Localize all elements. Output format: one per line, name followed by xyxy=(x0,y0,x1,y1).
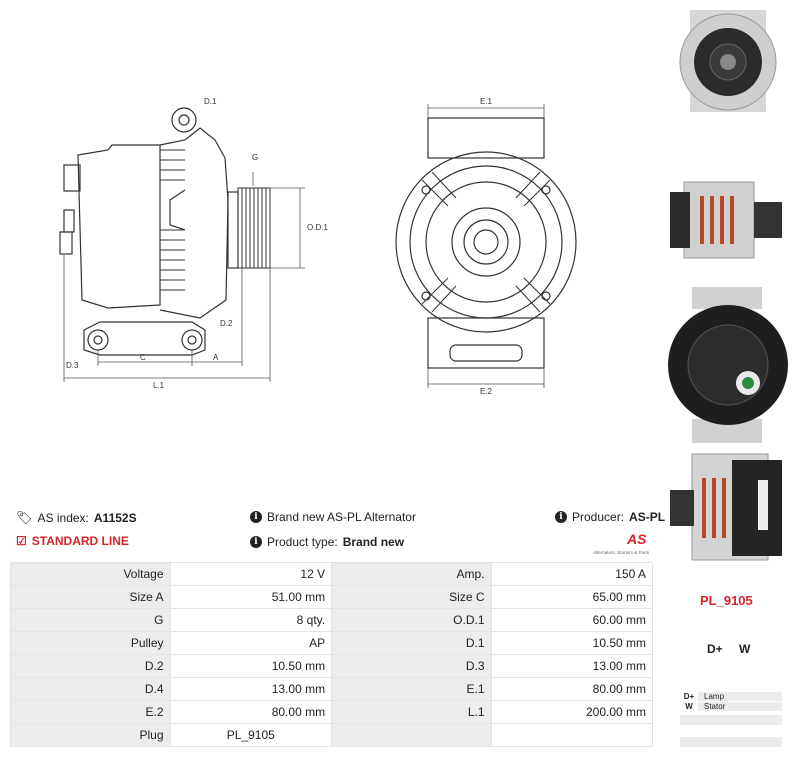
brand-new-info: i Brand new AS-PL Alternator xyxy=(250,510,416,524)
terminal-d-plus: D+ xyxy=(707,642,723,656)
spec-label: G xyxy=(11,609,171,632)
spec-label: L.1 xyxy=(332,701,491,724)
legend-row: D+ Lamp xyxy=(680,692,782,701)
spec-value: 51.00 mm xyxy=(170,586,332,609)
spec-row xyxy=(11,655,653,678)
as-index-value: A1152S xyxy=(93,511,137,525)
spec-row xyxy=(11,724,653,747)
label-g: G xyxy=(252,153,259,162)
spec-value: 60.00 mm xyxy=(491,609,652,632)
spec-value: AP xyxy=(170,632,332,655)
as-index: 🏷︎ AS index: A1152S xyxy=(16,510,137,525)
plug-legend xyxy=(680,692,782,747)
spec-label: Size A xyxy=(11,586,171,609)
legend-blank-row xyxy=(680,715,782,725)
standard-line-badge: ☑ STANDARD LINE xyxy=(16,534,129,548)
spec-value: 13.00 mm xyxy=(170,678,332,701)
label-od1: O.D.1 xyxy=(307,223,328,232)
label-e1: E.1 xyxy=(480,97,493,106)
spec-value: 10.50 mm xyxy=(170,655,332,678)
alternator-photo-angle xyxy=(662,450,794,565)
alternator-photo-front xyxy=(662,6,794,116)
label-l1: L.1 xyxy=(153,381,165,390)
product-type: i Product type: Brand new xyxy=(250,535,404,549)
spec-value: 200.00 mm xyxy=(491,701,652,724)
spec-label: D.3 xyxy=(332,655,491,678)
spec-value: 12 V xyxy=(170,563,332,586)
spec-value: 80.00 mm xyxy=(170,701,332,724)
tag-icon: 🏷︎ xyxy=(16,510,33,525)
label-a: A xyxy=(213,353,219,362)
spec-value: 10.50 mm xyxy=(491,632,652,655)
info-icon: i xyxy=(555,511,567,523)
svg-text:AS: AS xyxy=(627,531,647,547)
plug-code: PL_9105 xyxy=(700,593,753,608)
label-d1: D.1 xyxy=(204,97,217,106)
spec-value: 13.00 mm xyxy=(491,655,652,678)
spec-label: Pulley xyxy=(11,632,171,655)
info-icon: i xyxy=(250,511,262,523)
spec-label: E.2 xyxy=(11,701,171,724)
spec-row xyxy=(11,701,653,724)
terminal-w: W xyxy=(739,642,751,656)
spec-label: E.1 xyxy=(332,678,491,701)
spec-label: Size C xyxy=(332,586,491,609)
checkbox-icon: ☑ xyxy=(16,534,27,548)
label-c: C xyxy=(140,353,146,362)
spec-row xyxy=(11,586,653,609)
info-icon: i xyxy=(250,536,262,548)
svg-text:Alternators, Starters & Parts: Alternators, Starters & Parts xyxy=(593,550,650,555)
spec-label: D.2 xyxy=(11,655,171,678)
technical-drawing xyxy=(0,0,660,420)
legend-row: W Stator xyxy=(680,702,782,711)
as-pl-logo xyxy=(591,530,655,556)
spec-row xyxy=(11,563,653,586)
spec-row xyxy=(11,609,653,632)
spec-label: Plug xyxy=(11,724,171,747)
legend-blank-row xyxy=(680,737,782,747)
spec-value: 8 qty. xyxy=(170,609,332,632)
spec-label: Voltage xyxy=(11,563,171,586)
spec-value: 80.00 mm xyxy=(491,678,652,701)
spec-value: 150 A xyxy=(491,563,652,586)
spec-row xyxy=(11,632,653,655)
producer: i Producer: AS-PL xyxy=(555,510,665,524)
spec-label xyxy=(332,724,491,747)
spec-row xyxy=(11,678,653,701)
label-e2: E.2 xyxy=(480,387,493,396)
label-d2: D.2 xyxy=(220,319,233,328)
specs-table xyxy=(10,562,653,747)
spec-value xyxy=(491,724,652,747)
spec-label: Amp. xyxy=(332,563,491,586)
label-d3: D.3 xyxy=(66,361,79,370)
alternator-photo-side xyxy=(662,170,794,270)
spec-label: O.D.1 xyxy=(332,609,491,632)
spec-label: D.4 xyxy=(11,678,171,701)
alternator-photo-rear xyxy=(662,285,794,445)
spec-label: D.1 xyxy=(332,632,491,655)
spec-value: PL_9105 xyxy=(170,724,332,747)
spec-value: 65.00 mm xyxy=(491,586,652,609)
